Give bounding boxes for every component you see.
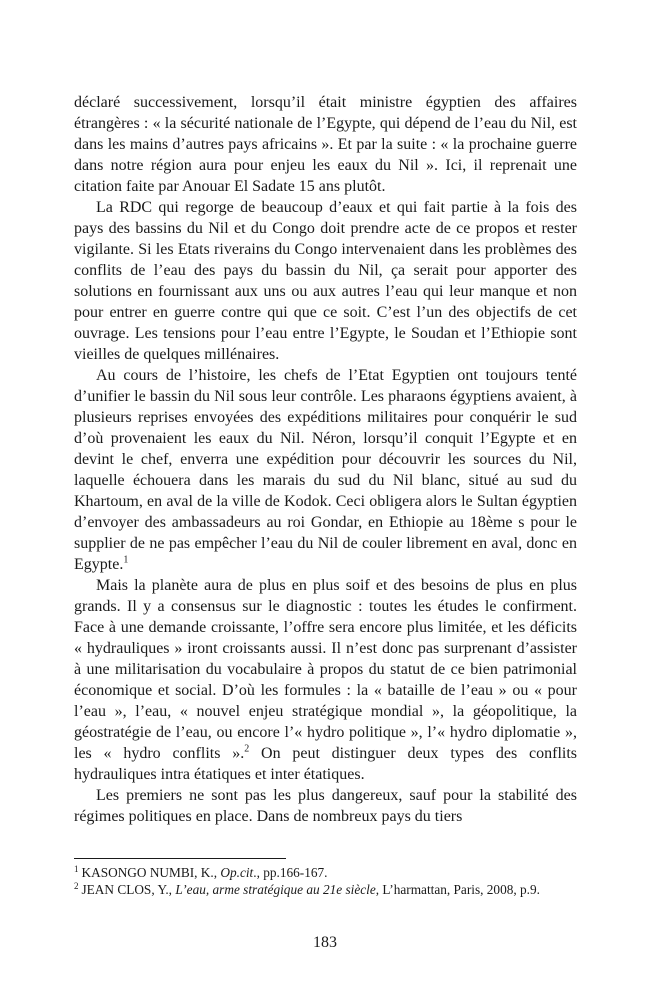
paragraph-text: Mais la planète aura de plus en plus soif et des besoins de plus en plus grands. Il y a consensus sur le diagnostic : toutes les études le confirment. Face à une demande croissante, l’offre sera encore plus limitée, et les déficits « hydrauliques » iront croissants aussi. Il n’est donc pas surprenant d’assister à une militarisation du vocabulaire à propos du statut de ce bien patrimonial économique et social. D’où les formules : la « bataille de l’eau » ou « pour l’eau », l’eau, « nouvel enjeu stratégique mondial », la géopolitique, la géostratégie de l’eau, ou encore l’« hydro politique », l’« hydro diplomatie », les « hydro conflits ».: [74, 577, 577, 762]
page-number: 183: [313, 934, 337, 951]
footnote-mark: 1: [74, 863, 79, 874]
footnote-mark: 2: [74, 880, 79, 891]
paragraph: [74, 785, 577, 827]
paragraph-text: On peut distinguer deux types des conflits hydrauliques intra étatiques et inter étatiques.: [74, 745, 578, 783]
paragraph-text: Les premiers ne sont pas les plus dangereux, sauf pour la stabilité des régimes politiques en place. Dans de nombreux pays du tiers: [74, 787, 577, 825]
paragraph-text: Au cours de l’histoire, les chefs de l’Etat Egyptien ont toujours tenté d’unifier le bassin du Nil sous leur contrôle. Les pharaons égyptiens avaient, à plusieurs reprises envoyées des expéditions militaires pour conquérir le sud d’où provenaient les eaux du Nil. Néron, lorsqu’il conquit l’Egypte et en devint le chef, enverra une expédition pour découvrir les sources du Nil, laquelle échouera dans les marais du sud du Nil blanc, situé au sud du Khartoum, en aval de la ville de Kodok. Ceci obligera alors le Sultan égyptien d’envoyer des ambassadeurs au roi Gondar, en Ethiopie au 18ème s pour le supplier de ne pas empêcher l’eau du Nil de couler librement en aval, donc en Egypte.: [74, 367, 577, 573]
footnotes: [74, 864, 577, 898]
footnote: [74, 864, 577, 881]
paragraph: [74, 575, 577, 785]
paragraph-text: La RDC qui regorge de beaucoup d’eaux et qui fait partie à la fois des pays des bassins du Nil et du Congo doit prendre acte de ce propos et rester vigilante. Si les Etats riverains du Congo intervenaient dans les problèmes des conflits de l’eau des pays du bassin du Nil, ça serait pour apporter des solutions en fournissant aux uns ou aux autres l’eau qui leur manque et non pour entrer en guerre contre qui que ce soit. C’est l’un des objectifs de cet ouvrage. Les tensions pour l’eau entre l’Egypte, le Soudan et l’Ethiopie sont vieilles de quelques millénaires.: [74, 199, 577, 363]
footnote: [74, 881, 577, 898]
footnote-title: Op.cit: [220, 865, 254, 880]
paragraph: [74, 197, 577, 365]
footnote-author: KASONGO NUMBI, K.,: [81, 865, 221, 880]
paragraph: [74, 365, 577, 575]
body-text: [74, 92, 577, 827]
paragraph-text: déclaré successivement, lorsqu’il était ministre égyptien des affaires étrangères : « la sécurité nationale de l’Egypte, qui dépend de l’eau du Nil, est dans les mains d’autres pays africains ». Et par la suite : « la prochaine guerre dans notre région aura pour enjeu les eaux du Nil ». Ici, il reprenait une citation faite par Anouar El Sadate 15 ans plutôt.: [74, 94, 577, 195]
footnote-rest: ., pp.166-167.: [253, 865, 328, 880]
footnote-separator: [74, 858, 286, 859]
footnote-rest: , L’harmattan, Paris, 2008, p.9.: [375, 882, 540, 897]
footnote-title: L’eau, arme stratégique au 21e siècle: [175, 882, 376, 897]
footnote-author: JEAN CLOS, Y.,: [81, 882, 176, 897]
footnote-reference[interactable]: 2: [244, 743, 250, 755]
footnote-reference[interactable]: 1: [123, 554, 129, 566]
paragraph: [74, 92, 577, 197]
